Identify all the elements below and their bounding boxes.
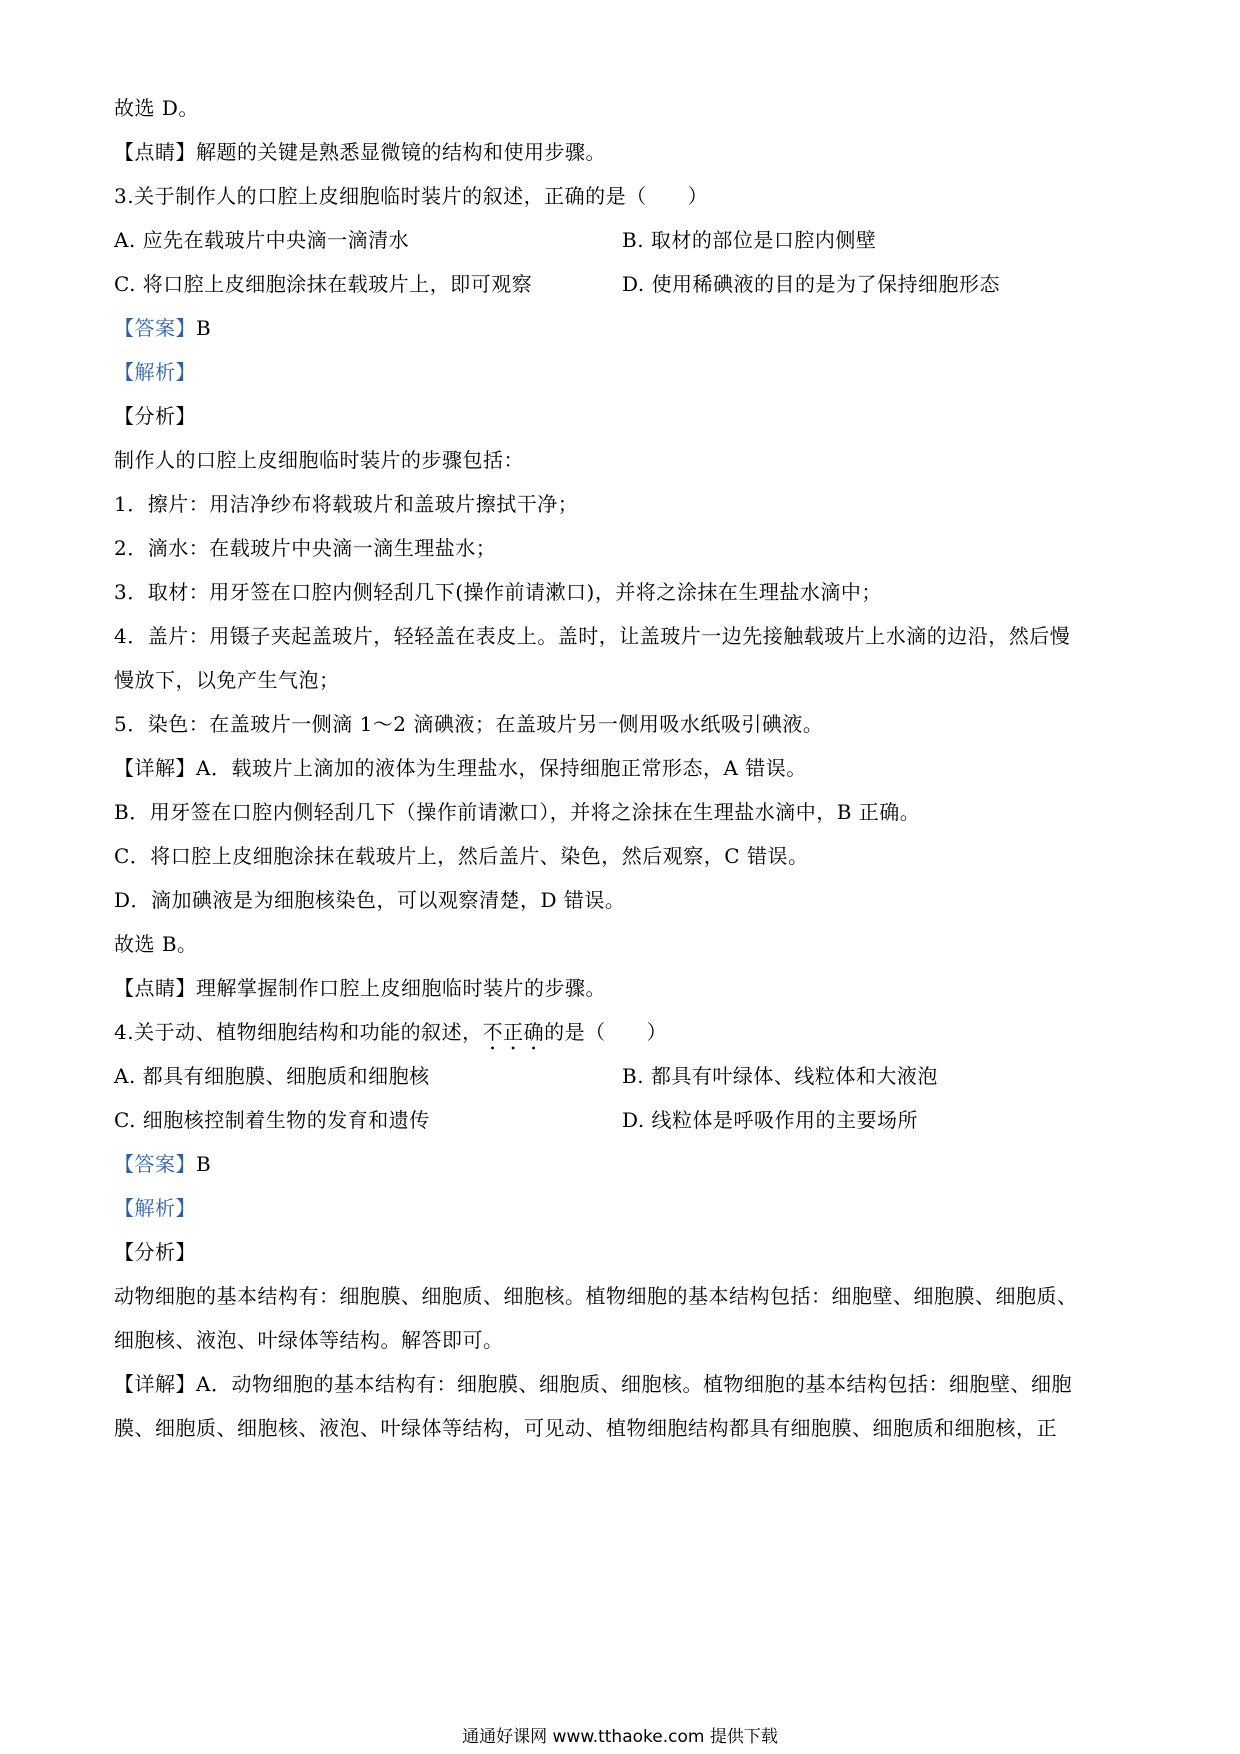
q4-option-d: D. 线粒体是呼吸作用的主要场所 xyxy=(622,1108,919,1132)
page-footer: 通通好课网 www.tthaoke.com 提供下载 xyxy=(462,1727,778,1747)
q4-fenxi-heading: 【分析】 xyxy=(114,1240,196,1264)
q3-analysis-heading: 【解析】 xyxy=(114,360,196,384)
q3-conclusion: 故选 B。 xyxy=(114,932,198,956)
q3-detail-tag: 【详解】 xyxy=(114,756,196,780)
q3-answer-value: B xyxy=(196,316,212,340)
q3-summary xyxy=(114,974,1134,1002)
q3-step-3: 3．取材：用牙签在口腔内侧轻刮几下(操作前请漱口)，并将之涂抹在生理盐水滴中； xyxy=(114,580,882,604)
q4-option-b: B. 都具有叶绿体、线粒体和大液泡 xyxy=(622,1064,938,1088)
q3-answer-line xyxy=(114,314,1134,342)
question-3-stem: 3.关于制作人的口腔上皮细胞临时装片的叙述，正确的是（ ） xyxy=(114,184,709,208)
q3-detail-c: C．将口腔上皮细胞涂抹在载玻片上，然后盖片、染色，然后观察，C 错误。 xyxy=(114,844,809,868)
q3-step-1: 1．擦片：用洁净纱布将载玻片和盖玻片擦拭干净； xyxy=(114,492,579,516)
q3-option-c: C. 将口腔上皮细胞涂抹在载玻片上，即可观察 xyxy=(114,272,533,296)
q3-step-5: 5．染色：在盖玻片一侧滴 1～2 滴碘液；在盖玻片另一侧用吸水纸吸引碘液。 xyxy=(114,712,824,736)
q4-option-a: A. 都具有细胞膜、细胞质和细胞核 xyxy=(114,1064,430,1088)
summary-line xyxy=(114,138,1134,166)
q4-option-c: C. 细胞核控制着生物的发育和遗传 xyxy=(114,1108,430,1132)
summary-text: 解题的关键是熟悉显微镜的结构和使用步骤。 xyxy=(196,140,606,164)
q4-detail-1 xyxy=(114,1370,1134,1398)
q4-detail-1-text: A．动物细胞的基本结构有：细胞膜、细胞质、细胞核。植物细胞的基本结构包括：细胞壁、细胞 xyxy=(196,1372,1072,1396)
q4-answer-value: B xyxy=(196,1152,212,1176)
conclusion-line: 故选 D。 xyxy=(114,96,199,120)
q3-fenxi-heading: 【分析】 xyxy=(114,404,196,428)
q4-analysis-heading: 【解析】 xyxy=(114,1196,196,1220)
q3-paragraph: 制作人的口腔上皮细胞临时装片的步骤包括： xyxy=(114,448,524,472)
q4-answer-line xyxy=(114,1150,1134,1178)
q3-detail-d: D．滴加碘液是为细胞核染色，可以观察清楚，D 错误。 xyxy=(114,888,626,912)
q3-detail-a xyxy=(114,754,1134,782)
q3-step-4: 4．盖片：用镊子夹起盖玻片，轻轻盖在表皮上。盖时，让盖玻片一边先接触载玻片上水滴的边沿，然后慢 xyxy=(114,624,1071,648)
q3-option-a: A. 应先在载玻片中央滴一滴清水 xyxy=(114,228,410,252)
q3-detail-a-text: A．载玻片上滴加的液体为生理盐水，保持细胞正常形态，A 错误。 xyxy=(196,756,807,780)
q4-paragraph-1: 动物细胞的基本结构有：细胞膜、细胞质、细胞核。植物细胞的基本结构包括：细胞壁、细胞膜、细胞质、 xyxy=(114,1284,1078,1308)
q4-detail-tag: 【详解】 xyxy=(114,1372,196,1396)
q3-step-2: 2．滴水：在载玻片中央滴一滴生理盐水； xyxy=(114,536,497,560)
q4-stem-pre: 4.关于动、植物细胞结构和功能的叙述， xyxy=(114,1020,483,1044)
q3-summary-tag: 【点睛】 xyxy=(114,976,196,1000)
q4-stem-emphasis: 不正确 xyxy=(482,1020,545,1044)
q3-option-b: B. 取材的部位是口腔内侧壁 xyxy=(622,228,877,252)
q3-detail-b: B．用牙签在口腔内侧轻刮几下（操作前请漱口），并将之涂抹在生理盐水滴中，B 正确。 xyxy=(114,800,921,824)
q4-answer-tag: 【答案】 xyxy=(114,1152,196,1176)
q4-detail-2: 膜、细胞质、细胞核、液泡、叶绿体等结构，可见动、植物细胞结构都具有细胞膜、细胞质和细胞核，正 xyxy=(114,1416,1057,1440)
q3-step-4-cont: 慢放下，以免产生气泡； xyxy=(114,668,340,692)
q4-paragraph-2: 细胞核、液泡、叶绿体等结构。解答即可。 xyxy=(114,1328,504,1352)
q4-stem-post: 的是（ ） xyxy=(544,1020,668,1044)
q3-summary-text: 理解掌握制作口腔上皮细胞临时装片的步骤。 xyxy=(196,976,606,1000)
summary-tag: 【点睛】 xyxy=(114,140,196,164)
question-4-stem xyxy=(114,1018,1134,1055)
q3-option-d: D. 使用稀碘液的目的是为了保持细胞形态 xyxy=(622,272,1001,296)
q3-answer-tag: 【答案】 xyxy=(114,316,196,340)
